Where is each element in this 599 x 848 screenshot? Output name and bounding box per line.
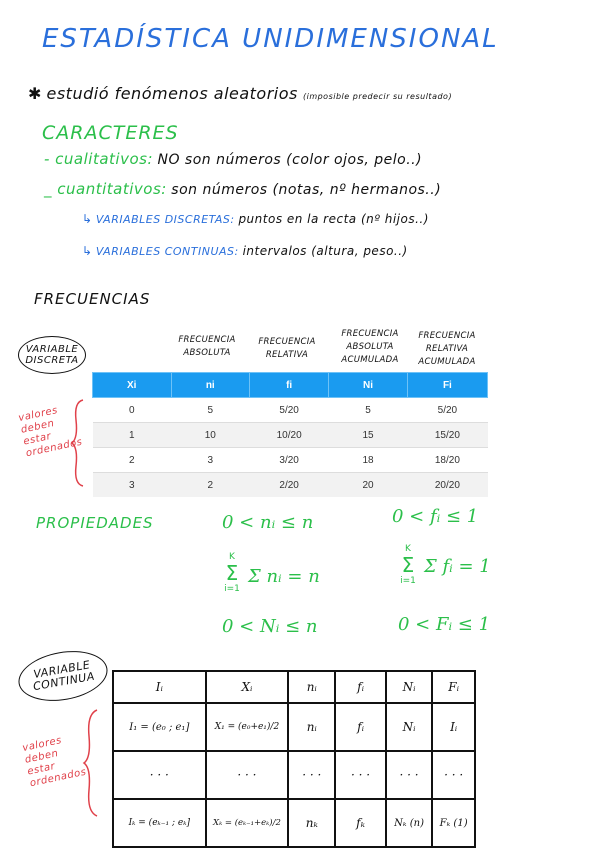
table-cell: Nₖ (n) [386, 799, 432, 847]
prop-right-2: Σ fᵢ = 1 [424, 556, 491, 577]
sum-left [222, 552, 242, 594]
frecuencias-heading: FRECUENCIAS [34, 290, 151, 308]
header-Ni: Nᵢ [386, 671, 432, 703]
continuas-text: intervalos (altura, peso..) [242, 244, 408, 258]
header-Xi: Xᵢ [206, 671, 289, 703]
table-row [113, 703, 475, 751]
propiedades-heading: PROPIEDADES [36, 514, 154, 532]
intro-text: estudió fenómenos aleatorios [46, 84, 298, 103]
caracteres-heading: CARACTERES [42, 122, 179, 144]
discretas-text: puntos en la recta (nº hijos..) [238, 212, 429, 226]
table-row [93, 423, 488, 448]
continua-side-note: valores deben estar ordenados [21, 735, 88, 790]
col-note-absoluta: FRECUENCIA ABSOLUTA [178, 335, 236, 358]
table-cell: 3/20 [250, 448, 329, 473]
prop-left-2: Σ nᵢ = n [248, 566, 320, 587]
sigma-icon: Σ [401, 553, 415, 577]
prop-left-1: 0 < nᵢ ≤ n [222, 512, 314, 533]
continua-table [112, 670, 476, 848]
table-cell: 15 [329, 423, 408, 448]
header-ni: ni [171, 373, 250, 398]
sum-right [398, 544, 418, 586]
header-Fi: Fi [407, 373, 487, 398]
intro-note: (imposible predecir su resultado) [302, 92, 453, 101]
table-cell: 20/20 [407, 473, 487, 498]
table-cell: 0 [93, 398, 172, 423]
intro-line [28, 84, 452, 103]
table-cell: 5/20 [407, 398, 487, 423]
sum-bottom: i=1 [400, 576, 416, 586]
discretas-line [82, 212, 429, 226]
table-cell: 15/20 [407, 423, 487, 448]
table-cell: X₁ = (e₀+e₁)/2 [206, 703, 289, 751]
table-cell: 5/20 [250, 398, 329, 423]
discretas-label: VARIABLES DISCRETAS: [95, 213, 235, 226]
asterisk-icon: ✱ [28, 84, 42, 103]
table-cell: · · · [206, 751, 289, 799]
continuas-label: VARIABLES CONTINUAS: [95, 245, 239, 258]
cualitativos-line [44, 150, 422, 168]
table-cell: Nᵢ [386, 703, 432, 751]
variable-discreta-bubble: VARIABLE DISCRETA [18, 336, 86, 374]
cuantitativos-label: _ cuantitativos: [44, 180, 167, 198]
header-fi: fᵢ [335, 671, 386, 703]
page-title: ESTADÍSTICA UNIDIMENSIONAL [42, 24, 499, 54]
prop-left-3: 0 < Nᵢ ≤ n [222, 616, 318, 637]
prop-right-1: 0 < fᵢ ≤ 1 [392, 506, 479, 527]
col-note-relativa: FRECUENCIA RELATIVA [258, 337, 316, 360]
table-cell: 10/20 [250, 423, 329, 448]
header-Ii: Iᵢ [113, 671, 206, 703]
table-cell: 18/20 [407, 448, 487, 473]
table-cell: 3 [171, 448, 250, 473]
col-note-relativa-acumulada: FRECUENCIA RELATIVA ACUMULADA [418, 331, 476, 367]
table-header-row [93, 373, 488, 398]
table-row [93, 448, 488, 473]
table-cell: 20 [329, 473, 408, 498]
table-cell: · · · [386, 751, 432, 799]
cuantitativos-text: son números (notas, nº hermanos..) [171, 182, 442, 198]
table-cell: fₖ [335, 799, 386, 847]
col-note-absoluta-acumulada: FRECUENCIA ABSOLUTA ACUMULADA [341, 329, 399, 365]
sigma-icon: Σ [225, 561, 239, 585]
continuas-line [82, 244, 408, 258]
table-cell: · · · [335, 751, 386, 799]
header-ni: nᵢ [288, 671, 335, 703]
table-cell: I₁ = (e₀ ; e₁] [113, 703, 206, 751]
table-cell: · · · [288, 751, 335, 799]
table-cell: · · · [113, 751, 206, 799]
brace-icon [70, 398, 86, 488]
cualitativos-label: - cualitativos: [44, 150, 154, 168]
header-xi: Xi [93, 373, 172, 398]
cuantitativos-line [44, 180, 441, 198]
arrow-icon: ↳ [82, 212, 93, 226]
header-fi: fi [250, 373, 329, 398]
table-cell: 1 [93, 423, 172, 448]
table-cell: 5 [329, 398, 408, 423]
table-cell: 5 [171, 398, 250, 423]
table-cell: · · · [432, 751, 475, 799]
table-header-row [113, 671, 475, 703]
sum-bottom: i=1 [224, 584, 240, 594]
brace-icon [82, 708, 100, 818]
discreta-side-note: valores deben estar ordenados [17, 405, 84, 460]
sum-top: K [405, 544, 411, 554]
table-row [113, 799, 475, 847]
table-cell: 2 [171, 473, 250, 498]
table-row [113, 751, 475, 799]
header-Ni: Ni [329, 373, 408, 398]
table-cell: 2 [93, 448, 172, 473]
table-cell: fᵢ [335, 703, 386, 751]
table-cell: 2/20 [250, 473, 329, 498]
table-cell: Xₖ = (eₖ₋₁+eₖ)/2 [206, 799, 289, 847]
sum-top: K [229, 552, 235, 562]
cualitativos-text: NO son números (color ojos, pelo..) [157, 152, 423, 168]
table-cell: 3 [93, 473, 172, 498]
table-cell: Fₖ (1) [432, 799, 475, 847]
table-row [93, 398, 488, 423]
table-cell: Iᵢ [432, 703, 475, 751]
prop-right-3: 0 < Fᵢ ≤ 1 [398, 614, 491, 635]
arrow-icon: ↳ [82, 244, 93, 258]
table-cell: nₖ [288, 799, 335, 847]
frecuencias-table [92, 372, 488, 497]
table-cell: nᵢ [288, 703, 335, 751]
header-Fi: Fᵢ [432, 671, 475, 703]
table-cell: 18 [329, 448, 408, 473]
variable-continua-bubble: VARIABLE CONTINUA [15, 645, 112, 708]
table-cell: Iₖ = (eₖ₋₁ ; eₖ] [113, 799, 206, 847]
table-cell: 10 [171, 423, 250, 448]
table-row [93, 473, 488, 498]
